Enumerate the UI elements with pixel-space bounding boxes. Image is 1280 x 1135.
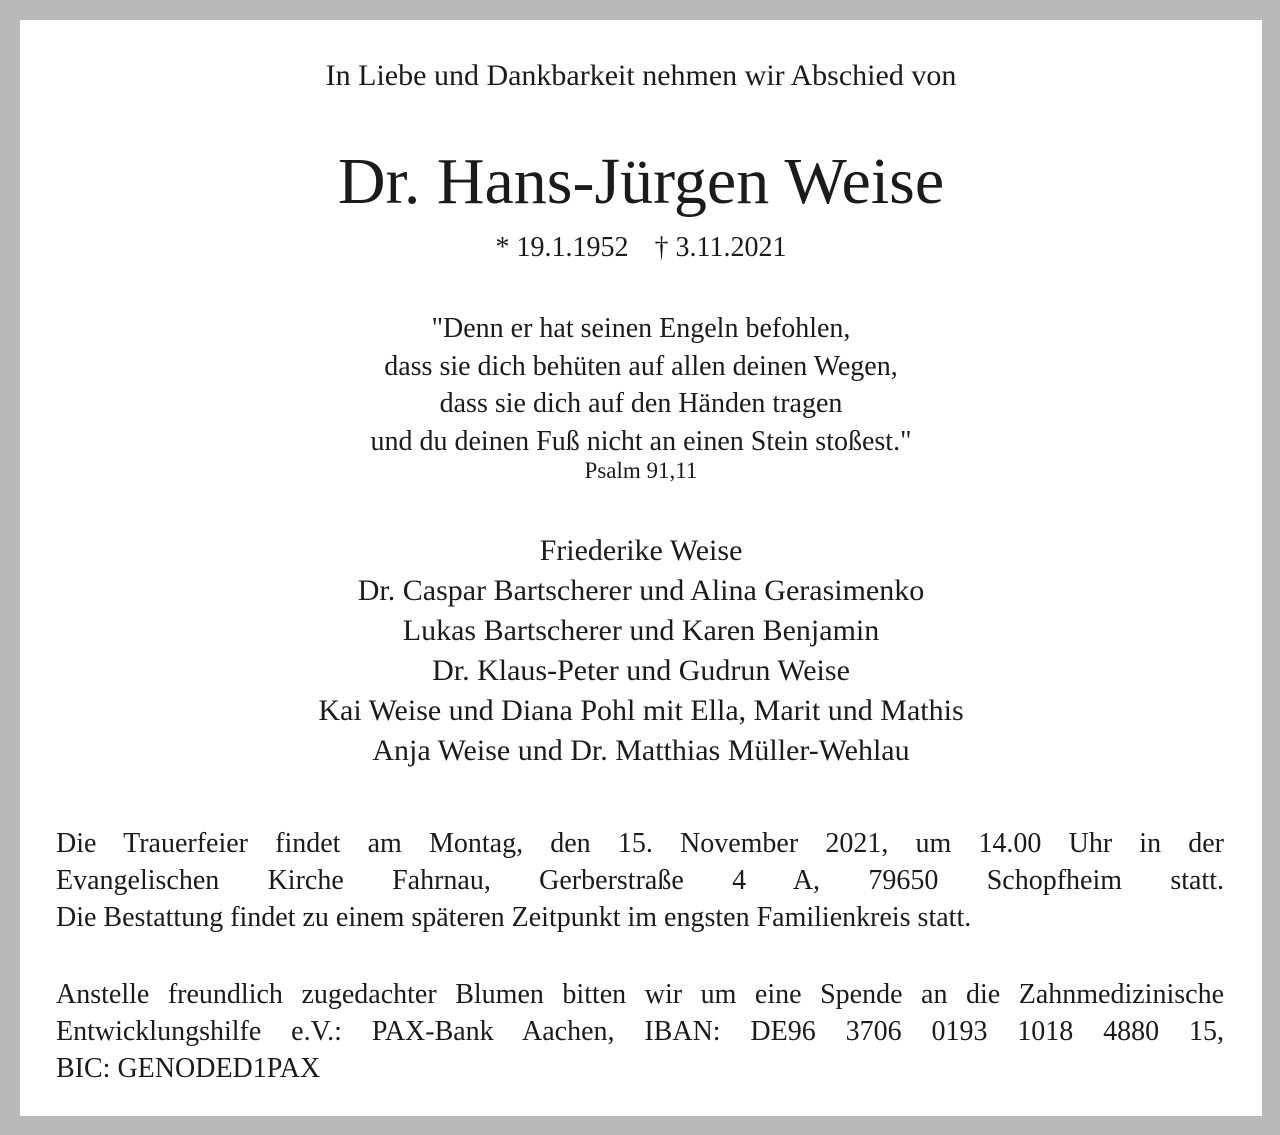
life-dates <box>20 230 1262 266</box>
intro-line: In Liebe und Dankbarkeit nehmen wir Abschied von <box>325 59 957 92</box>
mourner-line: Lukas Bartscherer und Karen Benjamin <box>402 614 880 647</box>
funeral-info <box>56 825 1224 936</box>
mourner-line: Kai Weise und Diana Pohl mit Ella, Marit und Mathis <box>318 694 964 727</box>
donation-info <box>56 976 1224 1087</box>
bible-quote <box>20 310 1262 460</box>
quote-line: und du deinen Fuß nicht an einen Stein stoßest." <box>370 425 912 457</box>
donation-info-line: Entwicklungshilfe e.V.: PAX-Bank Aachen, IBAN: DE96 3706 0193 1018 4880 15, <box>56 1016 1224 1047</box>
donation-info-line: BIC: GENODED1PAX <box>56 1053 321 1084</box>
mourners-list <box>20 531 1262 771</box>
funeral-info-line: Die Trauerfeier findet am Montag, den 15. November 2021, um 14.00 Uhr in der <box>56 828 1224 859</box>
quote-source: Psalm 91,11 <box>584 458 698 483</box>
quote-line: "Denn er hat seinen Engeln befohlen, <box>431 313 851 344</box>
funeral-info-line: Evangelischen Kirche Fahrnau, Gerberstraße 4 A, 79650 Schopfheim statt. <box>56 865 1224 896</box>
mourner-line: Friederike Weise <box>539 534 743 567</box>
deceased-name: Dr. Hans-Jürgen Weise <box>337 145 945 218</box>
donation-info-line: Anstelle freundlich zugedachter Blumen bitten wir um eine Spende an die Zahnmedizinische <box>56 979 1224 1010</box>
funeral-info-line: Die Bestattung findet zu einem späteren Zeitpunkt im engsten Familienkreis statt. <box>56 902 972 933</box>
obituary-notice <box>20 20 1262 1116</box>
quote-line: dass sie dich behüten auf allen deinen Wegen, <box>384 350 898 382</box>
mourner-line: Dr. Klaus-Peter und Gudrun Weise <box>432 654 850 687</box>
birth-date: * 19.1.1952 <box>495 232 629 263</box>
mourner-line: Anja Weise und Dr. Matthias Müller-Wehlau <box>372 734 910 767</box>
mourner-line: Dr. Caspar Bartscherer und Alina Gerasimenko <box>357 574 925 607</box>
quote-line: dass sie dich auf den Händen tragen <box>439 388 843 419</box>
death-date: † 3.11.2021 <box>654 232 787 263</box>
